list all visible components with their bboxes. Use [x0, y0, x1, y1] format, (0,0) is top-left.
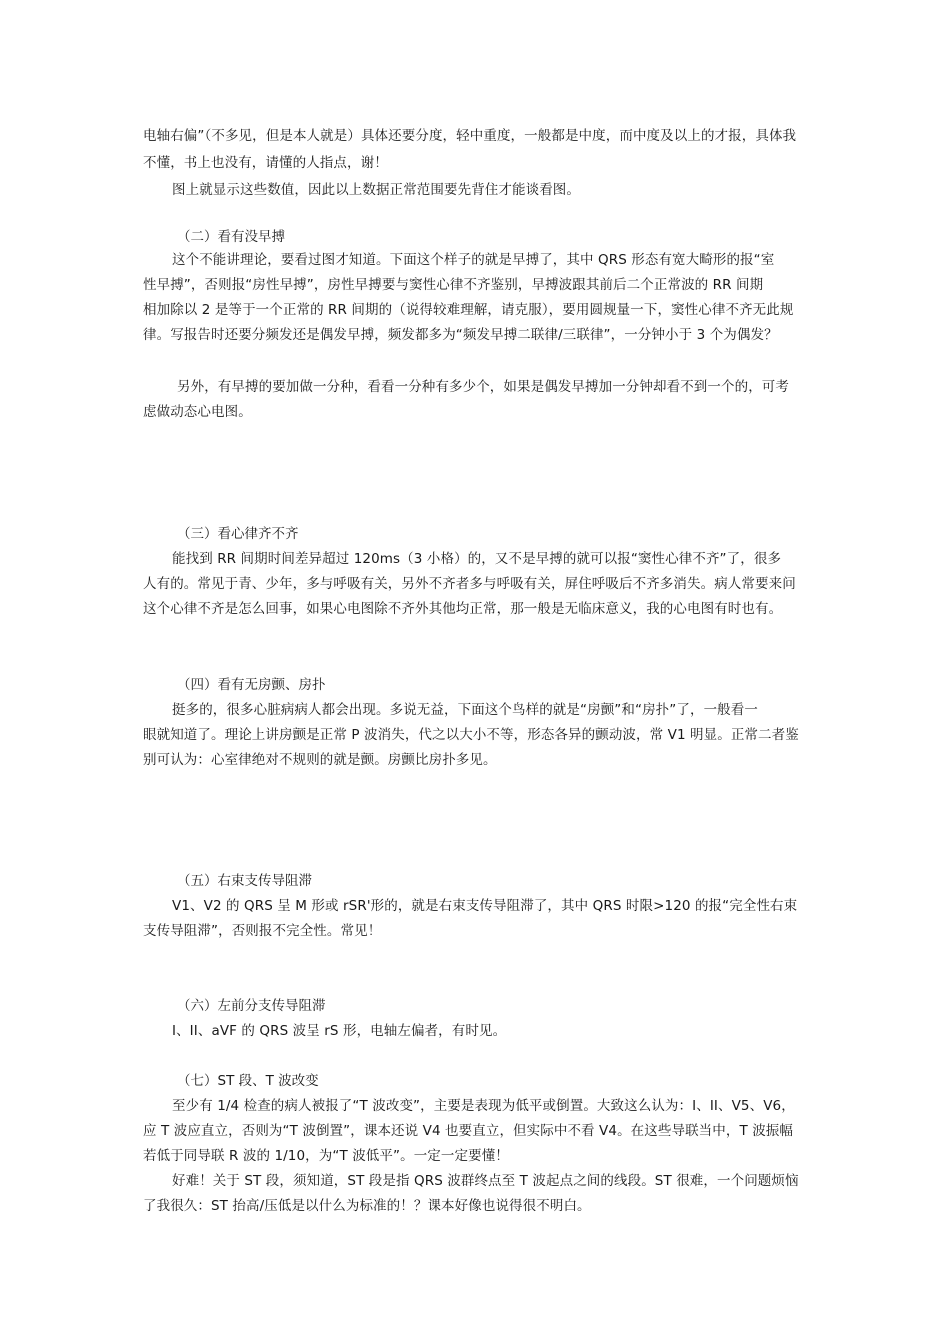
section-heading: （二）看有没早搏 — [177, 229, 285, 245]
intro-line: 不懂，书上也没有，请懂的人指点，谢！ — [143, 155, 388, 171]
section-heading: （四）看有无房颤、房扑 — [177, 677, 326, 693]
paragraph-line: 人有的。常见于青、少年，多与呼吸有关，另外不齐者多与呼吸有关，屏住呼吸后不齐多消失。病人常要来问 — [143, 576, 796, 592]
paragraph-line: 支传导阻滞”，否则报不完全性。常见！ — [143, 923, 382, 939]
paragraph-line: 这个不能讲理论，要看过图才知道。下面这个样子的就是早搏了，其中 QRS 形态有宽大畸形的报“室 — [172, 252, 775, 268]
paragraph-line: 至少有 1/4 检查的病人被报了“T 波改变”，主要是表现为低平或倒置。大致这么认为：I、II、V5、V6， — [172, 1098, 795, 1114]
intro-line: 电轴右偏”（不多见，但是本人就是）具体还要分度，轻中重度，一般都是中度，而中度及以上的才报，具体我 — [143, 128, 797, 144]
paragraph-line: 了我很久：ST 抬高/压低是以什么为标准的！？课本好像也说得很不明白。 — [143, 1198, 591, 1214]
paragraph-line: 若低于同导联 R 波的 1/10，为“T 波低平”。一定一定要懂！ — [143, 1148, 509, 1164]
paragraph-line: V1、V2 的 QRS 呈 M 形或 rSR'形的，就是右束支传导阻滞了，其中 QRS 时限>120 的报“完全性右束 — [172, 898, 798, 914]
section-heading: （七）ST 段、T 波改变 — [177, 1073, 319, 1089]
paragraph-line: I、II、aVF 的 QRS 波呈 rS 形，电轴左偏者，有时见。 — [172, 1023, 507, 1039]
paragraph-line: 虑做动态心电图。 — [143, 404, 252, 420]
paragraph-line: 另外，有早搏的要加做一分种，看看一分种有多少个，如果是偶发早搏加一分钟却看不到一个的，可考 — [177, 379, 789, 395]
paragraph-line: 相加除以 2 是等于一个正常的 RR 间期的（说得较难理解，请克服），要用圆规量一下，窦性心律不齐无此规 — [143, 302, 794, 318]
paragraph-line: 能找到 RR 间期时间差异超过 120ms（3 小格）的，又不是早搏的就可以报“窦性心律不齐”了，很多 — [172, 551, 782, 567]
paragraph-line: 好难！关于 ST 段，须知道，ST 段是指 QRS 波群终点至 T 波起点之间的线段。ST 很难，一个问题烦恼 — [172, 1173, 799, 1189]
intro-line: 图上就显示这些数值，因此以上数据正常范围要先背住才能谈看图。 — [172, 182, 580, 198]
paragraph-line: 律。写报告时还要分频发还是偶发早搏，频发都多为“频发早搏二联律/三联律”，一分钟小于 3 个为偶发？ — [143, 327, 778, 343]
paragraph-line: 性早搏”，否则报“房性早搏”，房性早搏要与窦性心律不齐鉴别，早搏波跟其前后二个正常波的 RR 间期 — [143, 277, 764, 293]
section-heading: （六）左前分支传导阻滞 — [177, 998, 326, 1014]
paragraph-line: 眼就知道了。理论上讲房颤是正常 P 波消失，代之以大小不等，形态各异的颤动波，常 V1 明显。正常二者鉴 — [143, 727, 799, 743]
paragraph-line: 这个心律不齐是怎么回事，如果心电图除不齐外其他均正常，那一般是无临床意义，我的心电图有时也有。 — [143, 601, 783, 617]
paragraph-line: 别可认为：心室律绝对不规则的就是颤。房颤比房扑多见。 — [143, 752, 497, 768]
paragraph-line: 应 T 波应直立，否则为“T 波倒置”，课本还说 V4 也要直立，但实际中不看 V4。在这些导联当中，T 波振幅 — [143, 1123, 794, 1139]
section-heading: （五）右束支传导阻滞 — [177, 873, 312, 889]
paragraph-line: 挺多的，很多心脏病病人都会出现。多说无益，下面这个鸟样的就是“房颤”和“房扑”了，一般看一 — [172, 702, 758, 718]
section-heading: （三）看心律齐不齐 — [177, 526, 299, 542]
